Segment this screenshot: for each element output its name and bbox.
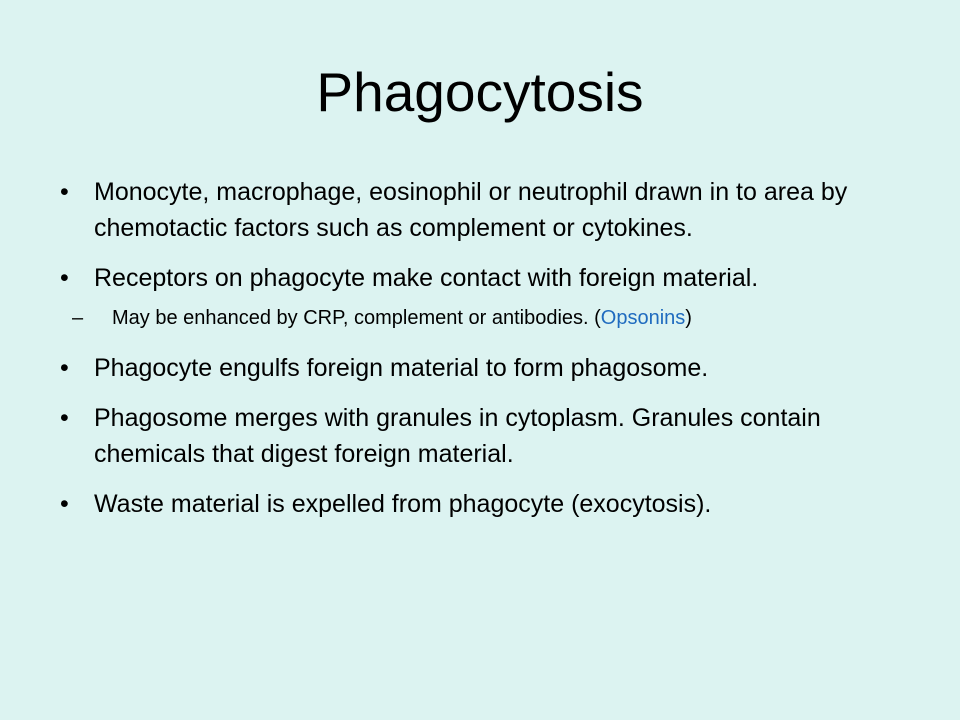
bullet-text: Phagocyte engulfs foreign material to form phagosome.: [94, 354, 709, 382]
bullet-marker: •: [60, 354, 69, 382]
opsonins-link[interactable]: Opsonins: [600, 307, 686, 329]
bullet-marker: •: [60, 264, 69, 292]
bullet-list: [58, 174, 918, 536]
sub-bullet-text: May be enhanced by CRP, complement or antibodies. (: [112, 307, 601, 329]
bullet-item: [58, 350, 918, 386]
bullet-text: Phagosome merges with granules in cytoplasm. Granules contain chemicals that digest foreign material.: [94, 404, 821, 468]
sub-bullet-item: [58, 304, 918, 332]
bullet-item: [58, 400, 918, 472]
bullet-text: Waste material is expelled from phagocyte (exocytosis).: [94, 490, 712, 518]
bullet-text: Receptors on phagocyte make contact with foreign material.: [94, 264, 759, 292]
bullet-item: [58, 174, 918, 246]
slide-title: Phagocytosis: [316, 61, 644, 123]
bullet-marker: •: [60, 404, 69, 432]
sub-bullet-marker: –: [72, 307, 84, 329]
bullet-item: [58, 486, 918, 522]
bullet-marker: •: [60, 178, 69, 206]
sub-bullet-close-paren: ): [685, 307, 692, 329]
bullet-marker: •: [60, 490, 69, 518]
bullet-item: [58, 260, 918, 296]
bullet-text: Monocyte, macrophage, eosinophil or neutrophil drawn in to area by chemotactic factors such as complement or cytokines.: [94, 178, 848, 242]
